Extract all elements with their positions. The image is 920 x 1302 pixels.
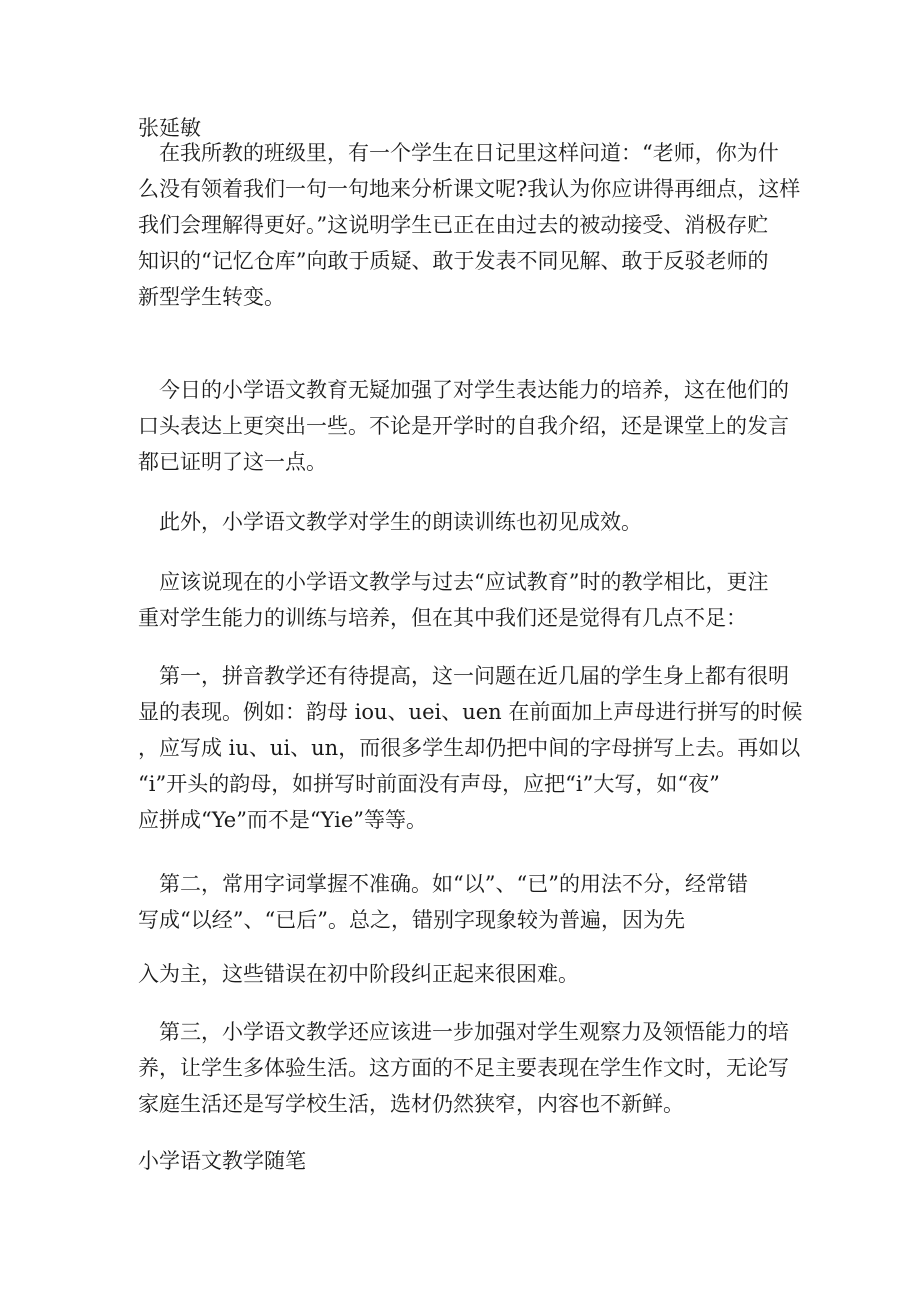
paragraph-7: 入为主，这些错误在初中阶段纠正起来很困难。 bbox=[138, 962, 579, 986]
paragraph-line: 么没有领着我们一句一句地来分析课文呢?我认为你应讲得再细点，这样 bbox=[138, 177, 801, 201]
paragraph-1 bbox=[138, 135, 801, 315]
paragraph-line: 第三，小学语文教学还应该进一步加强对学生观察力及领悟能力的培 bbox=[159, 1020, 789, 1044]
paragraph-line: 应拼成“Ye”而不是“Yie”等等。 bbox=[138, 808, 428, 832]
paragraph-line: 口头表达上更突出一些。不论是开学时的自我介绍，还是课堂上的发言 bbox=[138, 414, 789, 438]
paragraph-line: 新型学生转变。 bbox=[138, 285, 285, 309]
paragraph-line: 今日的小学语文教育无疑加强了对学生表达能力的培养，这在他们的 bbox=[159, 378, 789, 402]
paragraph-line: 写成“以经”、“已后”。总之，错别字现象较为普遍，因为先 bbox=[138, 908, 685, 932]
paragraph-3 bbox=[138, 504, 788, 540]
paragraph-line: 重对学生能力的训练与培养，但在其中我们还是觉得有几点不足： bbox=[138, 606, 747, 630]
paragraph-line: 都已证明了这一点。 bbox=[138, 450, 327, 474]
paragraph-line: ，应写成 iu、ui、un，而很多学生却仍把中间的字母拼写上去。再如以 bbox=[138, 736, 801, 760]
paragraph-line: 此外，小学语文教学对学生的朗读训练也初见成效。 bbox=[159, 510, 642, 534]
paragraph-line: 我们会理解得更好。”这说明学生已正在由过去的被动接受、消极存贮 bbox=[138, 213, 769, 237]
paragraph-line: 家庭生活还是写学校生活，选材仍然狭窄，内容也不新鲜。 bbox=[138, 1092, 684, 1116]
paragraph-line: 知识的“记忆仓库”向敢于质疑、敢于发表不同见解、敢于反驳老师的 bbox=[138, 249, 769, 273]
paragraph-line: 第二，常用字词掌握不准确。如“以”、“已”的用法不分，经常错 bbox=[159, 872, 748, 896]
paragraph-line: 养，让学生多体验生活。这方面的不足主要表现在学生作文时，无论写 bbox=[138, 1056, 789, 1080]
paragraph-line: 应该说现在的小学语文教学与过去“应试教育”时的教学相比，更注 bbox=[159, 570, 769, 594]
paragraph-line: 显的表现。例如：韵母 iou、uei、uen 在前面加上声母进行拼写的时候 bbox=[138, 700, 803, 724]
paragraph-4 bbox=[138, 564, 788, 636]
closing-title: 小学语文教学随笔 bbox=[138, 1149, 306, 1173]
paragraph-8 bbox=[138, 1014, 788, 1122]
paragraph-line: “i”开头的韵母，如拼写时前面没有声母，应把“i”大写，如“夜” bbox=[138, 772, 720, 796]
paragraph-line: 第一，拼音教学还有待提高，这一问题在近几届的学生身上都有很明 bbox=[159, 664, 789, 688]
paragraph-6 bbox=[138, 866, 788, 938]
author-name: 张延敏 bbox=[138, 116, 201, 140]
paragraph-2 bbox=[138, 372, 788, 480]
paragraph-5 bbox=[138, 658, 803, 838]
paragraph-line: 在我所教的班级里，有一个学生在日记里这样问道：“老师，你为什 bbox=[159, 141, 779, 165]
